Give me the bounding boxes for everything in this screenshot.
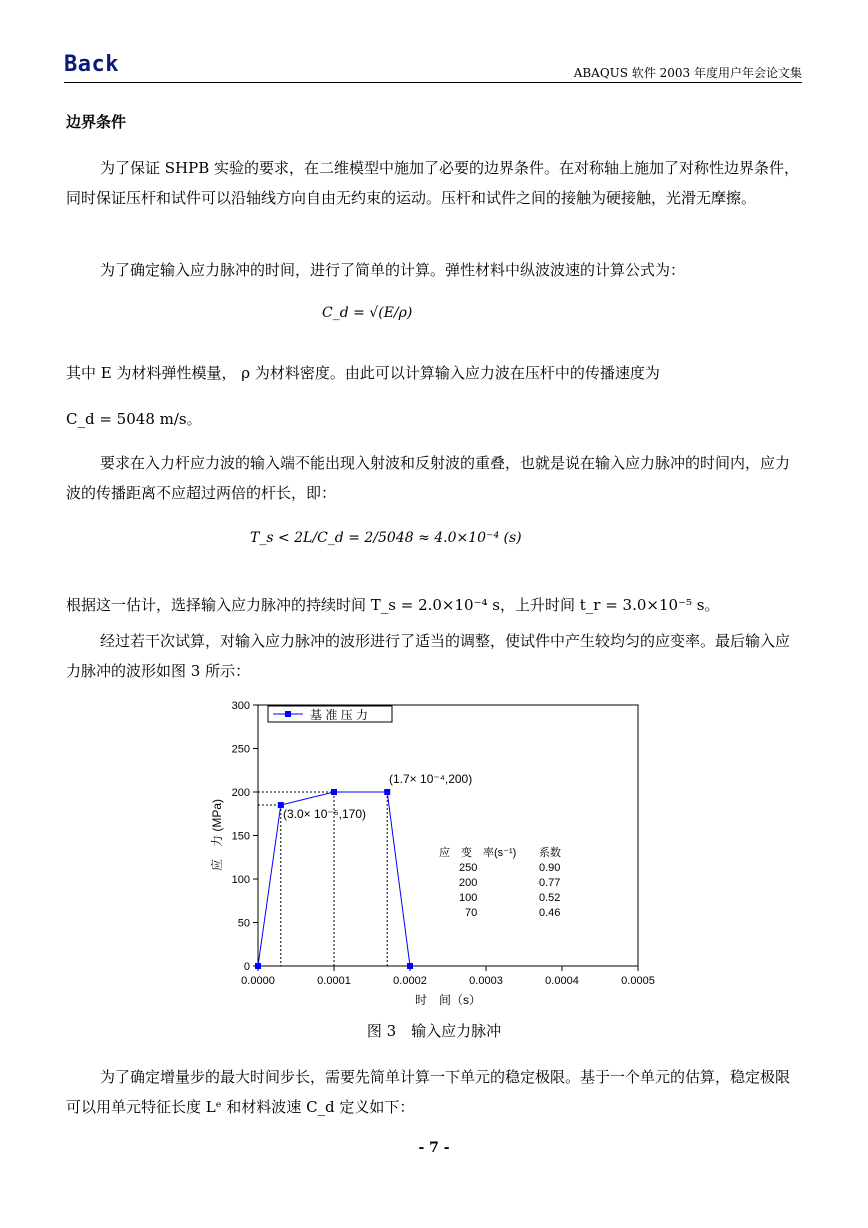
y-tick-label: 250 — [231, 743, 250, 756]
paragraph-3: 其中 E 为材料弹性模量， ρ 为材料密度。由此可以计算输入应力波在压杆中的传播速度为 — [66, 364, 660, 382]
legend-label: 基 准 压 力 — [310, 708, 369, 722]
header-rule — [64, 82, 802, 83]
annotation-rise: (3.0× 10⁻⁵,170) — [283, 807, 367, 821]
equation-duration: T_s < 2L/C_d = 2/5048 ≈ 4.0×10⁻⁴ (s) — [250, 530, 522, 546]
figure-caption: 图 3 输入应力脉冲 — [366, 1022, 502, 1040]
x-tick-label: 0.0004 — [545, 975, 579, 987]
running-title: ABAQUS 软件 2003 年度用户年会论文集 — [573, 66, 802, 80]
table-cell: 0.52 — [539, 892, 561, 904]
plot-frame — [258, 705, 638, 966]
data-point — [384, 789, 390, 795]
table-cell: 0.46 — [539, 907, 561, 919]
x-tick-label: 0.0002 — [393, 975, 427, 987]
y-tick-label: 200 — [231, 787, 250, 799]
annotation-peak: (1.7× 10⁻⁴,200) — [389, 772, 473, 786]
x-tick-label: 0.0003 — [469, 975, 503, 987]
y-tick-label: 50 — [237, 917, 250, 930]
table-cell: 200 — [459, 877, 478, 889]
data-point — [407, 963, 413, 969]
y-tick-label: 150 — [231, 830, 250, 843]
paragraph-4: 要求在入力杆应力波的输入端不能出现入射波和反射波的重叠，也就是说在输入应力脉冲的时间内，应力波的传播距离不应超过两倍的杆长，即： — [66, 454, 791, 502]
x-tick-label: 0.0005 — [621, 975, 655, 987]
legend-marker — [285, 711, 291, 717]
table-header-coef: 系数 — [539, 847, 561, 859]
table-cell: 100 — [459, 892, 478, 904]
table-cell: 0.77 — [539, 877, 561, 889]
y-tick-label: 0 — [243, 961, 250, 973]
paragraph-1: 为了保证 SHPB 实验的要求，在二维模型中施加了必要的边界条件。在对称轴上施加了对称性边界条件，同时保证压杆和试件可以沿轴线方向自由无约束的运动。压杆和试件之间的接触为硬接触，光滑无摩擦。 — [66, 159, 800, 207]
legend — [268, 706, 392, 722]
x-axis-label: 时 间（s） — [414, 993, 482, 1007]
paragraph-5: 根据这一估计，选择输入应力脉冲的持续时间 T_s = 2.0×10⁻⁴ s，上升时间 t_r = 3.0×10⁻⁵ s。 — [66, 596, 720, 614]
paragraph-2: 为了确定输入应力脉冲的时间，进行了简单的计算。弹性材料中纵波波速的计算公式为： — [100, 261, 686, 279]
y-axis-label: 应 力 (MPa) — [210, 798, 224, 872]
table-cell: 0.90 — [539, 862, 561, 874]
paragraph-6: 经过若干次试算，对输入应力脉冲的波形进行了适当的调整，使试件中产生较均匀的应变率。最后输入应力脉冲的波形如图 3 所示： — [66, 632, 791, 680]
x-tick-label: 0.0001 — [317, 975, 351, 987]
paragraph-3-result: C_d = 5048 m/s。 — [66, 410, 202, 428]
back-link[interactable]: Back — [64, 52, 119, 77]
table-cell: 70 — [465, 907, 478, 919]
paragraph-7: 为了确定增量步的最大时间步长，需要先简单计算一下单元的稳定极限。基于一个单元的估算，稳定极限可以用单元特征长度 Lᵉ 和材料波速 C_d 定义如下： — [66, 1068, 791, 1116]
section-heading: 边界条件 — [66, 113, 127, 131]
stress-pulse-chart — [0, 690, 868, 1020]
table-cell: 250 — [459, 862, 478, 874]
x-tick-label: 0.0000 — [241, 975, 275, 987]
y-tick-label: 300 — [231, 700, 250, 712]
data-point — [255, 963, 261, 969]
page-number: - 7 - — [418, 1140, 450, 1156]
data-point — [331, 789, 337, 795]
y-tick-label: 100 — [231, 874, 250, 886]
strain-rate-table — [439, 845, 561, 919]
table-header-rate: 应 变 率(s⁻¹) — [439, 847, 517, 859]
equation-wave-speed: C_d = √(E/ρ) — [322, 305, 413, 321]
